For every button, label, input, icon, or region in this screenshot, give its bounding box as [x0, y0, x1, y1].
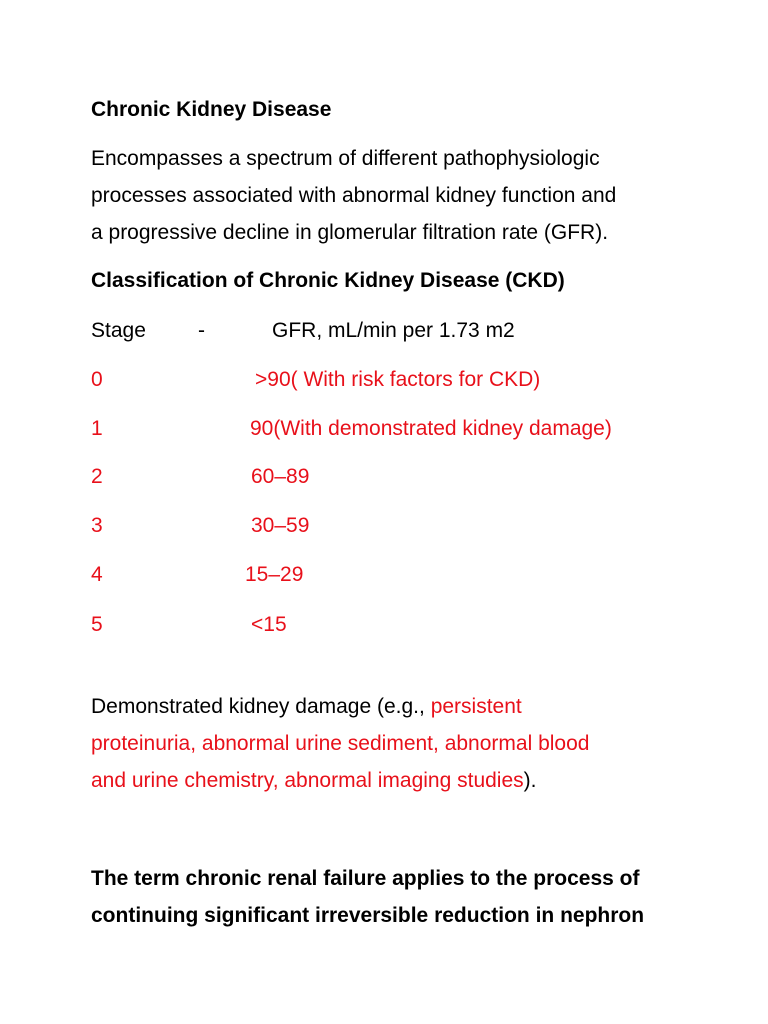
closing-line: continuing significant irreversible reduction in nephron: [91, 904, 645, 927]
damage-note-line: [91, 692, 522, 722]
table-row: [91, 462, 731, 492]
header-stage: Stage: [91, 319, 146, 342]
header-dash: -: [198, 319, 205, 342]
damage-note-highlight: persistent: [430, 695, 522, 718]
gfr-value: 15–29: [245, 563, 304, 586]
intro-line: processes associated with abnormal kidney function and: [91, 184, 617, 207]
gfr-value: >90( With risk factors for CKD): [255, 368, 541, 391]
stage-number: 3: [91, 514, 103, 537]
gfr-value: 30–59: [251, 514, 310, 537]
damage-note-highlight: and urine chemistry, abnormal imaging studies: [91, 769, 524, 792]
gfr-value: <15: [251, 613, 287, 636]
page-title: Chronic Kidney Disease: [91, 98, 332, 121]
classification-heading: Classification of Chronic Kidney Disease (CKD): [91, 269, 565, 292]
stage-number: 4: [91, 563, 103, 586]
header-gfr: GFR, mL/min per 1.73 m2: [272, 319, 515, 342]
gfr-value: 60–89: [251, 465, 310, 488]
stage-number: 1: [91, 417, 103, 440]
table-header-row: [91, 316, 731, 346]
gfr-value: 90(With demonstrated kidney damage): [250, 417, 612, 440]
damage-note-line: [91, 766, 536, 796]
table-row: [91, 560, 731, 590]
table-row: [91, 511, 731, 541]
table-row: [91, 365, 731, 395]
closing-line: The term chronic renal failure applies to the process of: [91, 867, 640, 890]
damage-note-highlight: proteinuria, abnormal urine sediment, abnormal blood: [91, 732, 590, 755]
intro-line: Encompasses a spectrum of different pathophysiologic: [91, 147, 600, 170]
intro-line: a progressive decline in glomerular filtration rate (GFR).: [91, 221, 609, 244]
stage-number: 5: [91, 613, 103, 636]
damage-note-text: ).: [523, 769, 537, 792]
damage-note-text: Demonstrated kidney damage (e.g.,: [91, 695, 431, 718]
table-row: [91, 610, 731, 640]
table-row: [91, 414, 731, 444]
stage-number: 2: [91, 465, 103, 488]
stage-number: 0: [91, 368, 103, 391]
